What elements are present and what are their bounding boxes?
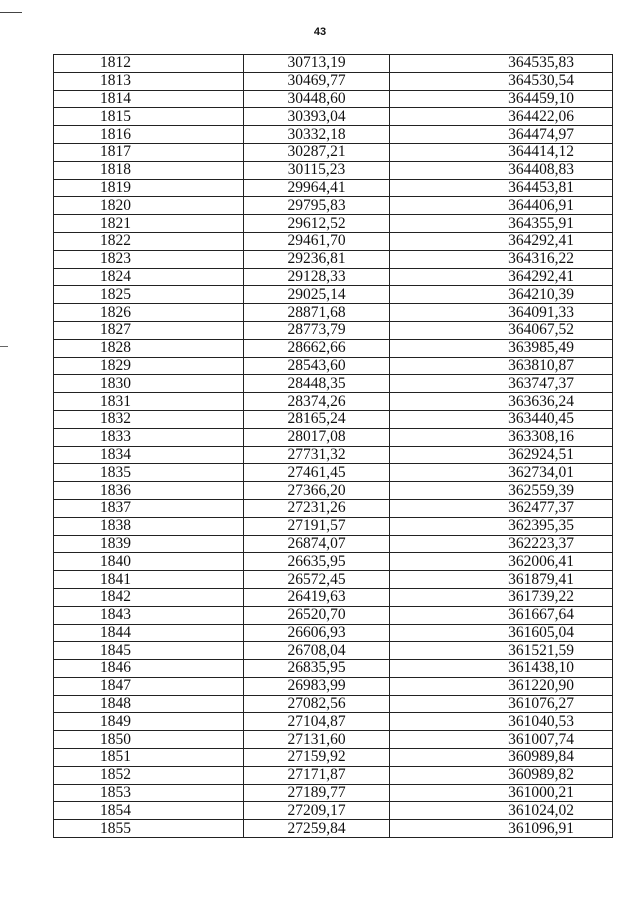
table-row (54, 588, 613, 606)
y-coordinate-cell: 361096,91 (390, 820, 613, 838)
x-coordinate-cell: 30287,21 (244, 143, 390, 161)
x-coordinate-cell: 30115,23 (244, 161, 390, 179)
point-number-cell: 1820 (54, 197, 244, 215)
x-coordinate-cell: 29964,41 (244, 179, 390, 197)
table-row (54, 642, 613, 660)
y-coordinate-cell: 364292,41 (390, 268, 613, 286)
point-number-cell: 1851 (54, 749, 244, 767)
table-row (54, 90, 613, 108)
table-row (54, 553, 613, 571)
table-row (54, 446, 613, 464)
point-number-cell: 1822 (54, 232, 244, 250)
point-number-cell: 1832 (54, 410, 244, 428)
x-coordinate-cell: 27366,20 (244, 482, 390, 500)
x-coordinate-cell: 28374,26 (244, 393, 390, 411)
table-row (54, 161, 613, 179)
table-row (54, 731, 613, 749)
point-number-cell: 1823 (54, 250, 244, 268)
point-number-cell: 1813 (54, 72, 244, 90)
table-row (54, 250, 613, 268)
table-row (54, 482, 613, 500)
x-coordinate-cell: 26520,70 (244, 606, 390, 624)
y-coordinate-cell: 361076,27 (390, 695, 613, 713)
x-coordinate-cell: 27259,84 (244, 820, 390, 838)
point-number-cell: 1850 (54, 731, 244, 749)
y-coordinate-cell: 362734,01 (390, 464, 613, 482)
x-coordinate-cell: 28871,68 (244, 304, 390, 322)
y-coordinate-cell: 362006,41 (390, 553, 613, 571)
y-coordinate-cell: 361007,74 (390, 731, 613, 749)
table-row (54, 126, 613, 144)
y-coordinate-cell: 364459,10 (390, 90, 613, 108)
table-row (54, 571, 613, 589)
y-coordinate-cell: 361879,41 (390, 571, 613, 589)
y-coordinate-cell: 364067,52 (390, 321, 613, 339)
point-number-cell: 1846 (54, 660, 244, 678)
point-number-cell: 1848 (54, 695, 244, 713)
table-row (54, 820, 613, 838)
x-coordinate-cell: 26708,04 (244, 642, 390, 660)
table-row (54, 606, 613, 624)
y-coordinate-cell: 361040,53 (390, 713, 613, 731)
table-row (54, 143, 613, 161)
y-coordinate-cell: 364316,22 (390, 250, 613, 268)
y-coordinate-cell: 364530,54 (390, 72, 613, 90)
point-number-cell: 1837 (54, 499, 244, 517)
x-coordinate-cell: 29128,33 (244, 268, 390, 286)
y-coordinate-cell: 360989,82 (390, 766, 613, 784)
x-coordinate-cell: 26874,07 (244, 535, 390, 553)
point-number-cell: 1834 (54, 446, 244, 464)
x-coordinate-cell: 26835,95 (244, 660, 390, 678)
table-row (54, 339, 613, 357)
y-coordinate-cell: 362477,37 (390, 499, 613, 517)
x-coordinate-cell: 30713,19 (244, 55, 390, 73)
point-number-cell: 1812 (54, 55, 244, 73)
table-row (54, 55, 613, 73)
point-number-cell: 1845 (54, 642, 244, 660)
point-number-cell: 1839 (54, 535, 244, 553)
x-coordinate-cell: 28017,08 (244, 428, 390, 446)
scan-edge-mark (0, 346, 8, 347)
point-number-cell: 1849 (54, 713, 244, 731)
x-coordinate-cell: 29612,52 (244, 215, 390, 233)
y-coordinate-cell: 360989,84 (390, 749, 613, 767)
table-row (54, 321, 613, 339)
table-row (54, 357, 613, 375)
table-row (54, 72, 613, 90)
point-number-cell: 1844 (54, 624, 244, 642)
point-number-cell: 1840 (54, 553, 244, 571)
y-coordinate-cell: 364210,39 (390, 286, 613, 304)
y-coordinate-cell: 361667,64 (390, 606, 613, 624)
y-coordinate-cell: 362395,35 (390, 517, 613, 535)
point-number-cell: 1847 (54, 677, 244, 695)
table-row (54, 393, 613, 411)
x-coordinate-cell: 30393,04 (244, 108, 390, 126)
y-coordinate-cell: 361521,59 (390, 642, 613, 660)
point-number-cell: 1838 (54, 517, 244, 535)
y-coordinate-cell: 364406,91 (390, 197, 613, 215)
coordinates-table-body (54, 55, 613, 838)
x-coordinate-cell: 29461,70 (244, 232, 390, 250)
point-number-cell: 1825 (54, 286, 244, 304)
x-coordinate-cell: 27231,26 (244, 499, 390, 517)
point-number-cell: 1817 (54, 143, 244, 161)
point-number-cell: 1852 (54, 766, 244, 784)
y-coordinate-cell: 364414,12 (390, 143, 613, 161)
x-coordinate-cell: 27104,87 (244, 713, 390, 731)
y-coordinate-cell: 364292,41 (390, 232, 613, 250)
table-row (54, 784, 613, 802)
scan-edge-mark (0, 12, 22, 13)
table-row (54, 766, 613, 784)
point-number-cell: 1831 (54, 393, 244, 411)
x-coordinate-cell: 29025,14 (244, 286, 390, 304)
table-row (54, 375, 613, 393)
y-coordinate-cell: 363308,16 (390, 428, 613, 446)
point-number-cell: 1828 (54, 339, 244, 357)
x-coordinate-cell: 30332,18 (244, 126, 390, 144)
y-coordinate-cell: 364422,06 (390, 108, 613, 126)
table-row (54, 660, 613, 678)
point-number-cell: 1815 (54, 108, 244, 126)
table-row (54, 464, 613, 482)
point-number-cell: 1816 (54, 126, 244, 144)
y-coordinate-cell: 362924,51 (390, 446, 613, 464)
coordinates-table (53, 54, 613, 838)
y-coordinate-cell: 363985,49 (390, 339, 613, 357)
x-coordinate-cell: 26983,99 (244, 677, 390, 695)
x-coordinate-cell: 26606,93 (244, 624, 390, 642)
x-coordinate-cell: 28662,66 (244, 339, 390, 357)
y-coordinate-cell: 364091,33 (390, 304, 613, 322)
y-coordinate-cell: 361024,02 (390, 802, 613, 820)
y-coordinate-cell: 362559,39 (390, 482, 613, 500)
x-coordinate-cell: 26572,45 (244, 571, 390, 589)
x-coordinate-cell: 27731,32 (244, 446, 390, 464)
point-number-cell: 1814 (54, 90, 244, 108)
y-coordinate-cell: 364408,83 (390, 161, 613, 179)
point-number-cell: 1827 (54, 321, 244, 339)
table-row (54, 179, 613, 197)
table-row (54, 428, 613, 446)
table-row (54, 410, 613, 428)
y-coordinate-cell: 361000,21 (390, 784, 613, 802)
x-coordinate-cell: 30448,60 (244, 90, 390, 108)
table-row (54, 108, 613, 126)
x-coordinate-cell: 27189,77 (244, 784, 390, 802)
y-coordinate-cell: 364355,91 (390, 215, 613, 233)
point-number-cell: 1824 (54, 268, 244, 286)
table-row (54, 197, 613, 215)
y-coordinate-cell: 364535,83 (390, 55, 613, 73)
y-coordinate-cell: 362223,37 (390, 535, 613, 553)
y-coordinate-cell: 363440,45 (390, 410, 613, 428)
x-coordinate-cell: 26419,63 (244, 588, 390, 606)
y-coordinate-cell: 364453,81 (390, 179, 613, 197)
point-number-cell: 1853 (54, 784, 244, 802)
y-coordinate-cell: 363810,87 (390, 357, 613, 375)
x-coordinate-cell: 27209,17 (244, 802, 390, 820)
table-row (54, 802, 613, 820)
table-row (54, 499, 613, 517)
table-row (54, 286, 613, 304)
x-coordinate-cell: 29795,83 (244, 197, 390, 215)
point-number-cell: 1819 (54, 179, 244, 197)
table-row (54, 677, 613, 695)
point-number-cell: 1821 (54, 215, 244, 233)
x-coordinate-cell: 28773,79 (244, 321, 390, 339)
x-coordinate-cell: 27131,60 (244, 731, 390, 749)
point-number-cell: 1835 (54, 464, 244, 482)
point-number-cell: 1829 (54, 357, 244, 375)
point-number-cell: 1842 (54, 588, 244, 606)
table-row (54, 268, 613, 286)
point-number-cell: 1818 (54, 161, 244, 179)
point-number-cell: 1854 (54, 802, 244, 820)
y-coordinate-cell: 363747,37 (390, 375, 613, 393)
point-number-cell: 1855 (54, 820, 244, 838)
table-row (54, 624, 613, 642)
x-coordinate-cell: 29236,81 (244, 250, 390, 268)
table-row (54, 695, 613, 713)
page-number: 43 (313, 26, 327, 38)
x-coordinate-cell: 27082,56 (244, 695, 390, 713)
table-row (54, 304, 613, 322)
table-row (54, 517, 613, 535)
y-coordinate-cell: 361220,90 (390, 677, 613, 695)
point-number-cell: 1836 (54, 482, 244, 500)
point-number-cell: 1830 (54, 375, 244, 393)
y-coordinate-cell: 361739,22 (390, 588, 613, 606)
x-coordinate-cell: 27159,92 (244, 749, 390, 767)
x-coordinate-cell: 27461,45 (244, 464, 390, 482)
point-number-cell: 1841 (54, 571, 244, 589)
y-coordinate-cell: 363636,24 (390, 393, 613, 411)
point-number-cell: 1833 (54, 428, 244, 446)
x-coordinate-cell: 28543,60 (244, 357, 390, 375)
x-coordinate-cell: 26635,95 (244, 553, 390, 571)
point-number-cell: 1843 (54, 606, 244, 624)
x-coordinate-cell: 27171,87 (244, 766, 390, 784)
y-coordinate-cell: 364474,97 (390, 126, 613, 144)
y-coordinate-cell: 361605,04 (390, 624, 613, 642)
table-row (54, 535, 613, 553)
point-number-cell: 1826 (54, 304, 244, 322)
y-coordinate-cell: 361438,10 (390, 660, 613, 678)
x-coordinate-cell: 27191,57 (244, 517, 390, 535)
table-row (54, 232, 613, 250)
x-coordinate-cell: 28448,35 (244, 375, 390, 393)
table-row (54, 749, 613, 767)
x-coordinate-cell: 28165,24 (244, 410, 390, 428)
table-row (54, 215, 613, 233)
table-row (54, 713, 613, 731)
x-coordinate-cell: 30469,77 (244, 72, 390, 90)
